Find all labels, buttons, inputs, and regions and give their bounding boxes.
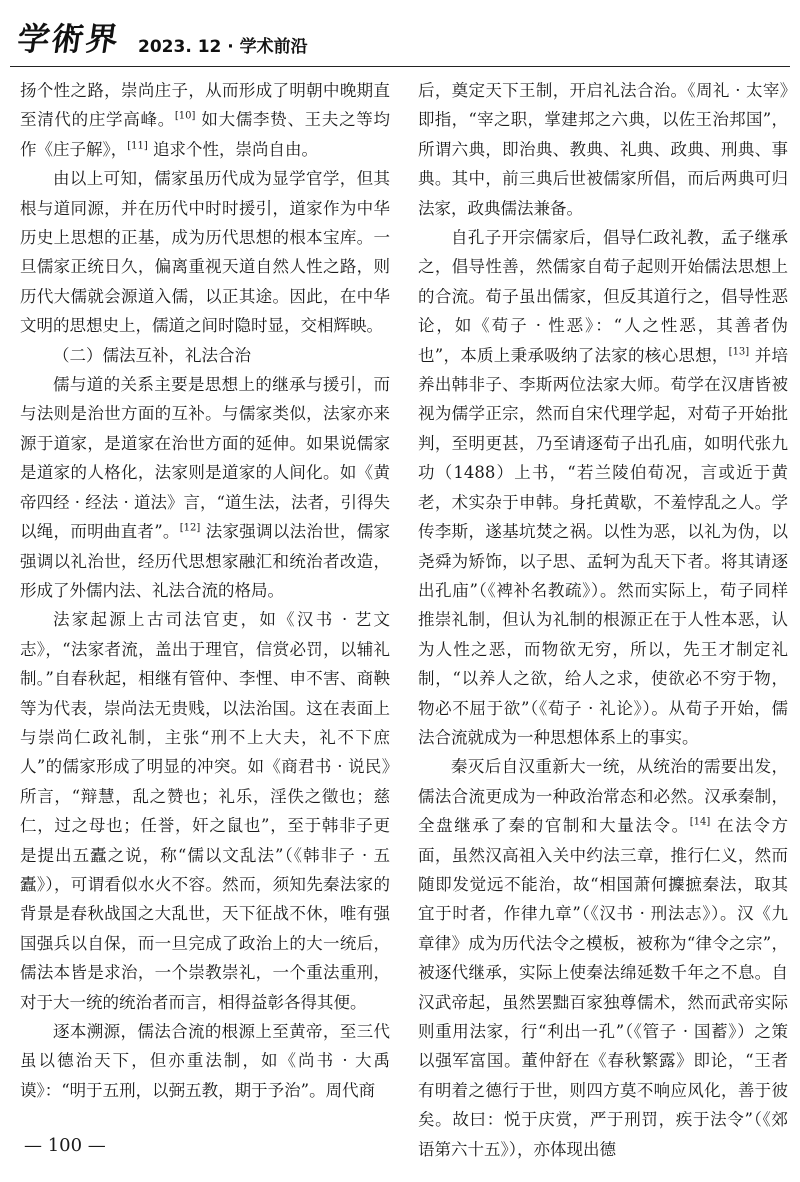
journal-logo: 学術界 [15,20,123,58]
left-column [20,76,390,1105]
paragraph: 由以上可知，儒家虽历代成为显学官学，但其根与道同源，并在历代中时时援引，道家作为中华历史上思想的正基，成为历代思想的根本宝库。一旦儒家正统日久，偏离重视天道自然人性之路，则历代大儒就会源道入儒，以正其途。因此，在中华文明的思想史上，儒道之间时隐时显，交相辉映。 [20,169,390,336]
paragraph: 儒与道的关系主要是思想上的继承与援引，而与法则是治世方面的互补。与儒家类似，法家亦来源于道家，是道家在治世方面的延伸。如果说儒家是道家的人格化，法家则是道家的人间化。如《黄帝四经 · 经法 · 道法》言，“道生法，法者，引得失以绳，而明曲直者”。[12] 法家强调以法治世，儒家强调以礼治世，经历代思想家融汇和统治者改造，形成了外儒内法、礼法合流的格局。 [20,375,391,600]
journal-header [15,12,782,62]
header-rule [10,66,790,67]
footnote-marker: [12] [179,522,201,534]
footnote-marker: [10] [174,110,196,122]
paragraph: 秦灭后自汉重新大一统，从统治的需要出发，儒法合流更成为一种政治常态和必然。汉承秦制，全盘继承了秦的官制和大量法令。[14] 在法令方面，虽然汉高祖入关中约法三章，推行仁义，然而随即发觉远不能治，故“相国萧何攈摭秦法，取其宜于时者，作律九章”（《汉书 · 刑法志》）。汉《九章律》成为历代法令之模板，被称为“律令之宗”，被逐代继承，实际上使秦法绵延数千年之不息。自汉武帝起，虽然罢黜百家独尊儒术，然而武帝实际则重用法家，行“利出一孔”（《管子 · 国蓄》）之策以强军富国。董仲舒在《春秋繁露》即论，“王者有明着之德行于世，则四方莫不响应风化，善于彼矣。故曰：悦于庆赏，严于刑罚，疾于法令”（《郊语第六十五》），亦体现出德 [418,757,789,1159]
right-column [418,76,788,1164]
paragraph: 逐本溯源，儒法合流的根源上至黄帝，至三代虽以德治天下，但亦重法制，如《尚书 · 大禹谟》：“明于五刑，以弼五教，期于予治”。周代商 [20,1022,390,1100]
page-number: — 100 — [24,1135,106,1156]
paragraph: 后，奠定天下王制，开启礼法合治。《周礼 · 太宰》即指，“宰之职，掌建邦之六典，以佐王治邦国”，所谓六典，即治典、教典、礼典、政典、刑典、事典。其中，前三典后世被儒家所倡，而后两典可归法家，政典儒法兼备。 [418,81,788,218]
paragraph: 自孔子开宗儒家后，倡导仁政礼教，孟子继承之，倡导性善，然儒家自荀子起则开始儒法思想上的合流。荀子虽出儒家，但反其道行之，倡导性恶论，如《荀子 · 性恶》：“人之性恶，其善者伪也”，本质上秉承吸纳了法家的核心思想，[13] 并培养出韩非子、李斯两位法家大师。荀学在汉唐皆被视为儒学正宗，然而自宋代理学起，对荀子开始批判，至明更甚，乃至请逐荀子出孔庙，如明代张九功（1488）上书，“若兰陵伯荀况，言或近于黄老，术实杂于申韩。身托黄歇，不羞悖乱之人。学传李斯，遂基坑焚之祸。以性为恶，以礼为伪，以尧舜为矫饰，以子思、孟轲为乱天下者。将其请逐出孔庙”（《裨补名教疏》）。然而实际上，荀子同样推崇礼制，但认为礼制的根源正在于人性本恶，认为人性之恶，而物欲无穷，所以，先王才制定礼制，“以养人之欲，给人之求，使欲必不穷于物，物必不屈于欲”（《荀子 · 礼论》）。从荀子开始，儒法合流就成为一种思想体系上的事实。 [418,228,788,747]
footnote-marker: [13] [728,346,750,358]
paragraph: 扬个性之路，崇尚庄子，从而形成了明朝中晚期直至清代的庄学高峰。[10] 如大儒李贽、王夫之等均作《庄子解》，[11] 追求个性，崇尚自由。 [20,81,391,159]
paragraph: 法家起源上古司法官吏，如《汉书 · 艺文志》，“法家者流，盖出于理官，信赏必罚，以辅礼制。”自春秋起，相继有管仲、李悝、申不害、商鞅等为代表，崇尚法无贵贱，以法治国。这在表面上与崇尚仁政礼制，主张“刑不上大夫，礼不下庶人”的儒家形成了明显的冲突。如《商君书 · 说民》所言，“辩慧，乱之赞也；礼乐，淫佚之徵也；慈仁，过之母也；任誉，奸之鼠也”，至于韩非子更是提出五蠹之说，称“儒以文乱法”（《韩非子 · 五蠹》），可谓看似水火不容。然而，须知先秦法家的背景是春秋战国之大乱世，天下征战不休，唯有强国强兵以自保，而一旦完成了政治上的大一统后，儒法本皆是求治，一个崇教崇礼，一个重法重刑，对于大一统的统治者而言，相得益彰各得其便。 [20,610,390,1012]
footnote-marker: [14] [689,816,711,828]
issue-label: 2023. 12 · 学术前沿 [138,37,308,57]
footnote-marker: [11] [127,140,148,152]
section-heading: （二）儒法互补，礼法合治 [53,345,251,365]
